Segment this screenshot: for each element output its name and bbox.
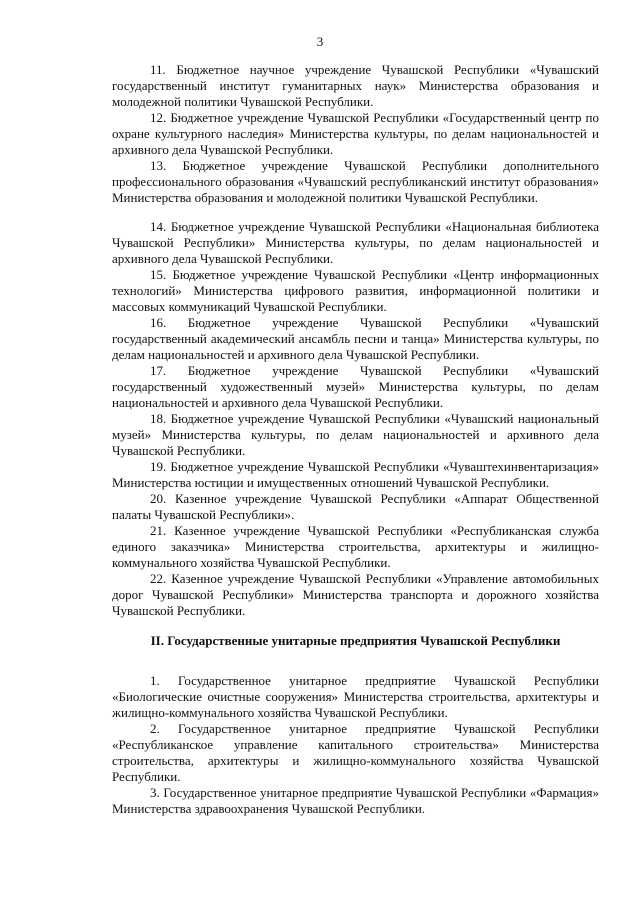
section-heading: II. Государственные унитарные предприятия Чувашской Республики <box>150 633 561 648</box>
document-body <box>112 62 599 817</box>
list-item: 11. Бюджетное научное учреждение Чувашской Республики «Чувашский государственный институт гуманитарных наук» Министерства образования и молодежной политики Чувашской Республики. <box>112 62 599 109</box>
section-list-item: 3. Государственное унитарное предприятие Чувашской Республики «Фармация» Министерства здравоохранения Чувашской Республики. <box>112 785 599 816</box>
list-item: 19. Бюджетное учреждение Чувашской Республики «Чуваштехинвентаризация» Министерства юстиции и имущественных отношений Чувашской Республики. <box>112 459 599 490</box>
list-item: 14. Бюджетное учреждение Чувашской Республики «Национальная библиотека Чувашской Республики» Министерства культуры, по делам национальностей и архивного дела Чувашской Республики. <box>112 219 599 266</box>
list-item: 21. Казенное учреждение Чувашской Республики «Республиканская служба единого заказчика» Министерства строительства, архитектуры и жилищно-коммунального хозяйства Чувашской Республики. <box>112 523 599 570</box>
list-item: 18. Бюджетное учреждение Чувашской Республики «Чувашский национальный музей» Министерства культуры, по делам национальностей и архивного дела Чувашской Республики. <box>112 411 599 458</box>
list-item: 20. Казенное учреждение Чувашской Республики «Аппарат Общественной палаты Чувашской Республики». <box>112 491 599 522</box>
section-list-item: 1. Государственное унитарное предприятие Чувашской Республики «Биологические очистные сооружения» Министерства строительства, архитектуры и жилищно-коммунального хозяйства Чувашской Республики. <box>112 673 599 720</box>
list-item: 13. Бюджетное учреждение Чувашской Республики дополнительного профессионального образования «Чувашский республиканский институт образования» Министерства образования и молодежной политики Чувашской Республики. <box>112 158 599 205</box>
list-item: 15. Бюджетное учреждение Чувашской Республики «Центр информационных технологий» Министерства цифрового развития, информационной политики и массовых коммуникаций Чувашской Республики. <box>112 267 599 314</box>
list-item: 16. Бюджетное учреждение Чувашской Республики «Чувашский государственный академический ансамбль песни и танца» Министерства культуры, по делам национальностей и архивного дела Чувашской Республики. <box>112 315 599 362</box>
page-number: 3 <box>316 34 324 49</box>
list-item: 12. Бюджетное учреждение Чувашской Республики «Государственный центр по охране культурного наследия» Министерства культуры, по делам национальностей и архивного дела Чувашской Республики. <box>112 110 599 157</box>
list-item: 22. Казенное учреждение Чувашской Республики «Управление автомобильных дорог Чувашской Республики» Министерства транспорта и дорожного хозяйства Чувашской Республики. <box>112 571 599 618</box>
list-item: 17. Бюджетное учреждение Чувашской Республики «Чувашский государственный художественный музей» Министерства культуры, по делам национальностей и архивного дела Чувашской Республики. <box>112 363 599 410</box>
section-list-item: 2. Государственное унитарное предприятие Чувашской Республики «Республиканское управление капитального строительства» Министерства строительства, архитектуры и жилищно-коммунального хозяйства Чувашской Республики. <box>112 721 599 784</box>
